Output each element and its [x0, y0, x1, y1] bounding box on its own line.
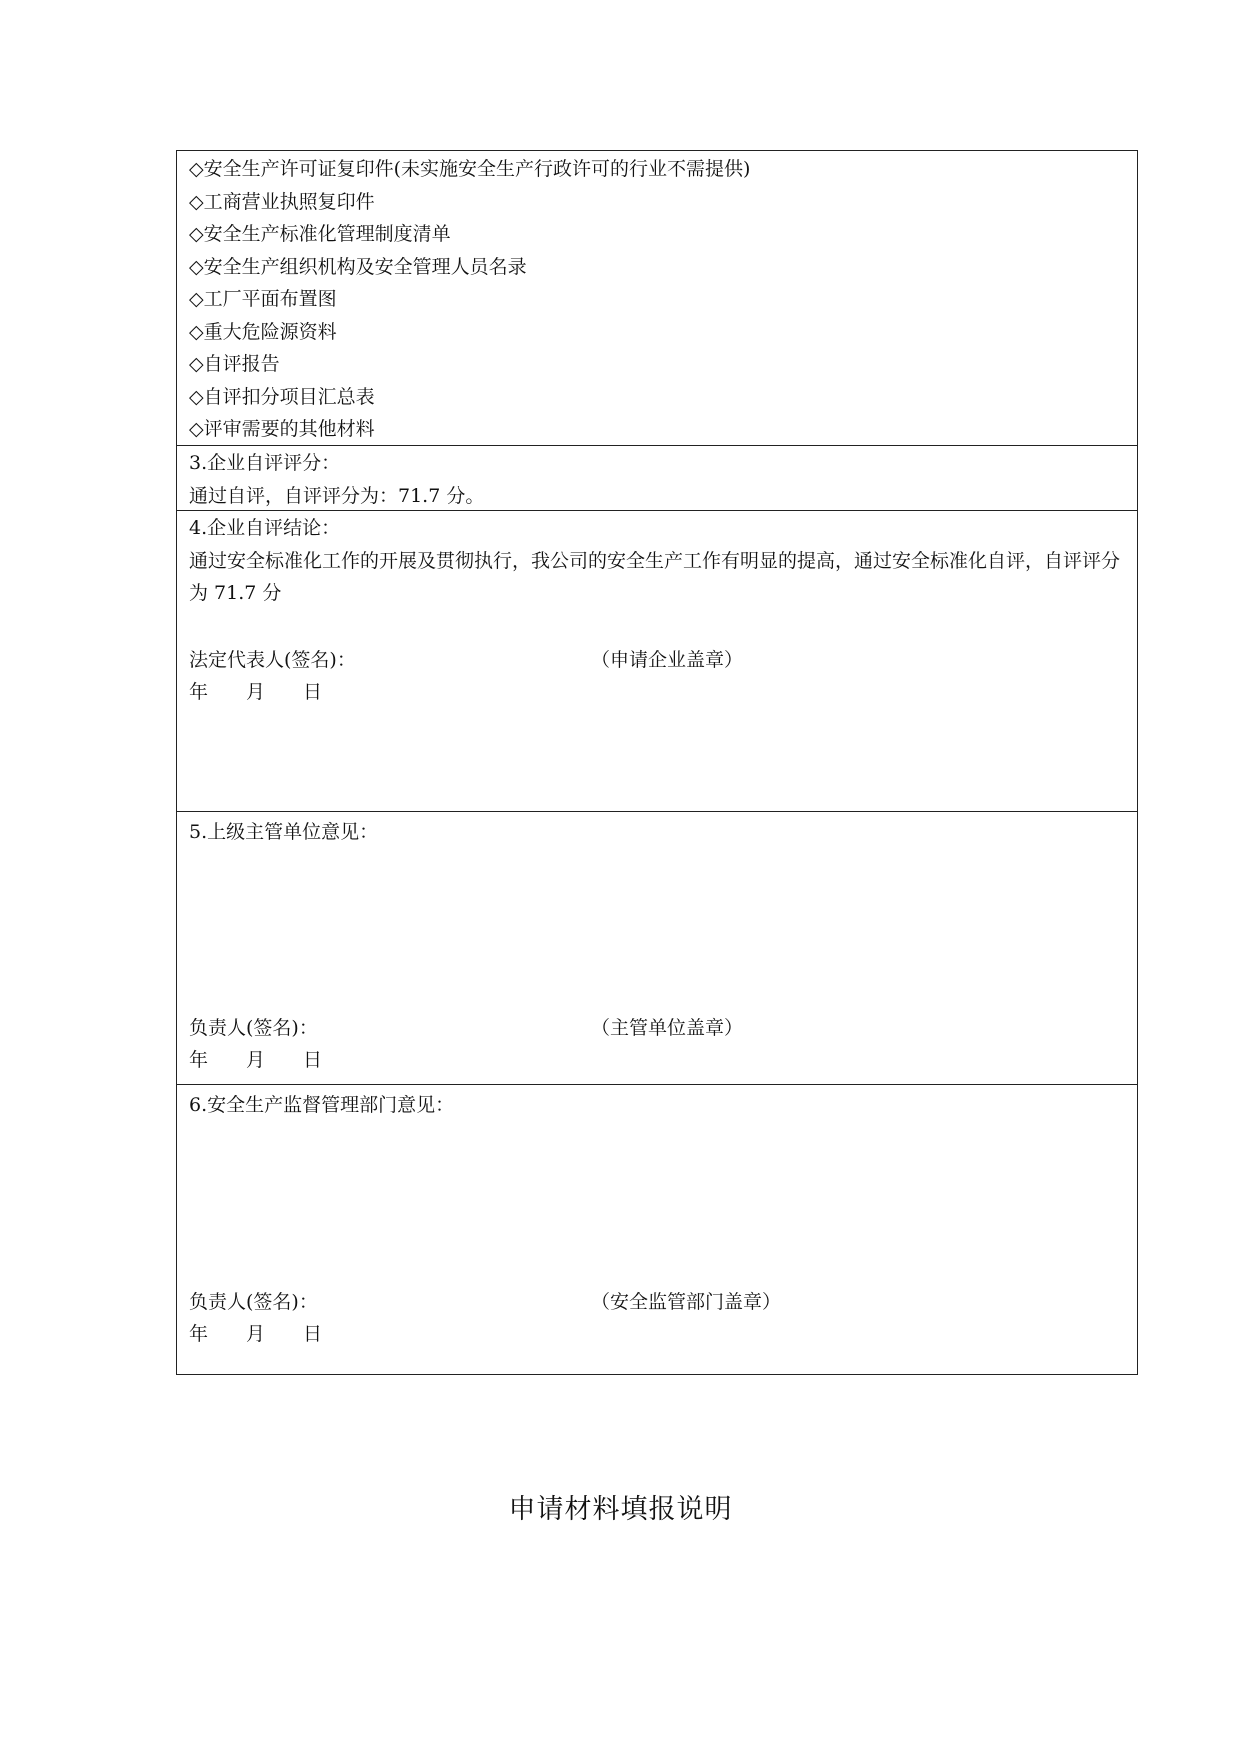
self-conclusion-section	[177, 510, 1137, 811]
materials-section	[177, 151, 1137, 445]
safety-dept-signature-label: 负责人(签名)：	[189, 1291, 318, 1313]
material-item: ◇自评报告	[189, 353, 280, 375]
supervisor-date: 年 月 日	[189, 1049, 323, 1071]
self-score-section	[177, 445, 1137, 510]
material-item: ◇工商营业执照复印件	[189, 190, 375, 213]
safety-dept-opinion-section	[177, 1084, 1137, 1374]
legal-rep-signature-label: 法定代表人(签名)：	[189, 649, 356, 671]
safety-dept-date: 年 月 日	[189, 1323, 323, 1345]
material-item: ◇安全生产组织机构及安全管理人员名录	[189, 255, 527, 278]
material-item: ◇重大危险源资料	[189, 320, 337, 343]
supervisor-seal-label: （主管单位盖章）	[591, 1017, 744, 1039]
supervisor-signature-label: 负责人(签名)：	[189, 1017, 318, 1039]
material-item: ◇评审需要的其他材料	[189, 418, 375, 440]
safety-dept-opinion-heading: 6.安全生产监督管理部门意见：	[189, 1094, 455, 1116]
self-conclusion-text: 通过安全标准化工作的开展及贯彻执行，我公司的安全生产工作有明显的提高，通过安全标准化自评，自评评分为 71.7 分	[189, 549, 1121, 604]
supervisor-opinion-heading: 5.上级主管单位意见：	[189, 821, 379, 843]
material-item: ◇自评扣分项目汇总表	[189, 385, 375, 408]
self-conclusion-heading: 4.企业自评结论：	[189, 517, 341, 539]
company-seal-label: （申请企业盖章）	[591, 649, 744, 671]
conclusion-date: 年 月 日	[189, 681, 323, 703]
self-score-text: 通过自评，自评评分为：71.7 分。	[189, 484, 485, 507]
self-score-heading: 3.企业自评评分：	[189, 452, 341, 474]
instructions-title: 申请材料填报说明	[508, 1494, 733, 1525]
application-form-table	[176, 150, 1138, 1375]
supervisor-opinion-section	[177, 811, 1137, 1084]
material-item: ◇安全生产标准化管理制度清单	[189, 223, 451, 245]
safety-dept-seal-label: （安全监管部门盖章）	[591, 1291, 782, 1313]
material-item: ◇工厂平面布置图	[189, 288, 337, 310]
material-item: ◇安全生产许可证复印件(未实施安全生产行政许可的行业不需提供)	[189, 158, 751, 180]
